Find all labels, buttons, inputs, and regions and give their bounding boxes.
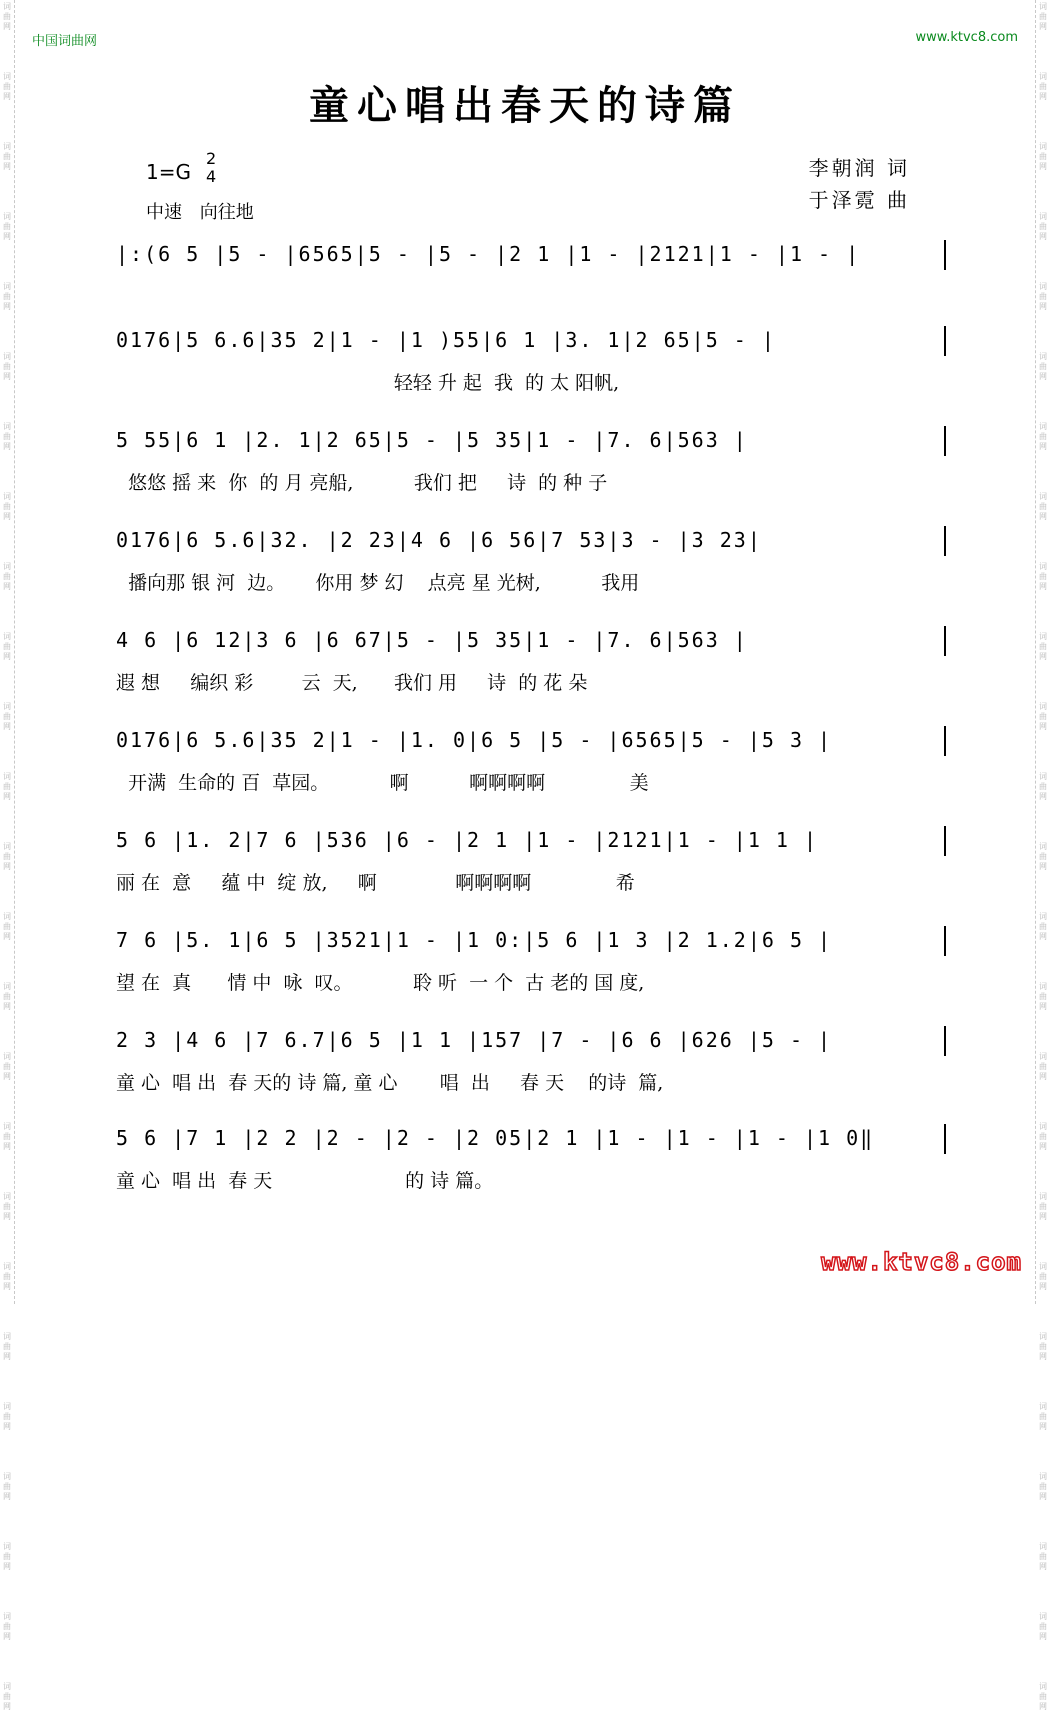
watermark: 词 曲 网 <box>1039 1682 1047 1711</box>
watermark: 词 曲 网 <box>1039 212 1047 241</box>
watermark: 词 曲 网 <box>1039 1262 1047 1291</box>
watermark: 词 曲 网 <box>1039 352 1047 381</box>
watermark: 词 曲 网 <box>3 1332 11 1361</box>
lyrics-line: 开满 生命的 百 草园。 啊 啊啊啊啊 美 <box>116 772 649 794</box>
watermark: 词 曲 网 <box>3 282 11 311</box>
watermark: 词 曲 网 <box>1039 1472 1047 1501</box>
notation-line: 0176|5 6.6|35 2|1 - |1 )55|6 1 |3. 1|2 65|5 - | <box>116 320 946 360</box>
watermark: 词 曲 网 <box>1039 1192 1047 1221</box>
site-url[interactable]: www.ktvc8.com <box>915 30 1018 45</box>
watermark: 词 曲 网 <box>3 1052 11 1081</box>
staff-system-4 <box>116 520 946 594</box>
notation-line: 0176|6 5.6|32. |2 23|4 6 |6 56|7 53|3 - |3 23| <box>116 520 946 560</box>
notation-line: 4 6 |6 12|3 6 |6 67|5 - |5 35|1 - |7. 6|563 | <box>116 620 946 660</box>
watermark: 词 曲 网 <box>1039 562 1047 591</box>
watermark: 词 曲 网 <box>3 982 11 1011</box>
watermark: 词 曲 网 <box>3 212 11 241</box>
staff-system-3 <box>116 420 946 494</box>
lyrics-line: 遐 想 编织 彩 云 天, 我们 用 诗 的 花 朵 <box>116 672 588 694</box>
lyrics-line: 童 心 唱 出 春 天 的 诗 篇。 <box>116 1170 494 1192</box>
watermark: 词 曲 网 <box>3 422 11 451</box>
watermark: 词 曲 网 <box>3 842 11 871</box>
site-logo[interactable]: www.ktvc8.com <box>821 1248 1022 1276</box>
watermark: 词 曲 网 <box>3 1612 11 1641</box>
watermark: 词 曲 网 <box>3 702 11 731</box>
time-signature-top: 2 <box>206 149 217 168</box>
staff-system-7 <box>116 820 946 894</box>
watermark: 词 曲 网 <box>1039 422 1047 451</box>
watermark: 词 曲 网 <box>3 142 11 171</box>
time-signature <box>206 150 216 186</box>
right-watermark-strip <box>1035 0 1050 1711</box>
notation-line: 5 55|6 1 |2. 1|2 65|5 - |5 35|1 - |7. 6|563 | <box>116 420 946 460</box>
notation-line: 0176|6 5.6|35 2|1 - |1. 0|6 5 |5 - |6565|5 - |5 3 | <box>116 720 946 760</box>
watermark: 词 曲 网 <box>1039 912 1047 941</box>
watermark: 词 曲 网 <box>3 1262 11 1291</box>
lyrics-line: 童 心 唱 出 春 天的 诗 篇, 童 心 唱 出 春 天 的诗 篇, <box>116 1072 664 1094</box>
watermark: 词 曲 网 <box>3 72 11 101</box>
left-watermark-strip <box>0 0 15 1711</box>
watermark: 词 曲 网 <box>1039 842 1047 871</box>
staff-system-8 <box>116 920 946 994</box>
watermark: 词 曲 网 <box>3 492 11 521</box>
watermark: 词 曲 网 <box>3 1192 11 1221</box>
watermark: 词 曲 网 <box>1039 702 1047 731</box>
watermark: 词 曲 网 <box>1039 1122 1047 1151</box>
tempo-marking: 中速 向往地 <box>146 202 254 223</box>
watermark: 词 曲 网 <box>3 2 11 31</box>
watermark: 词 曲 网 <box>1039 282 1047 311</box>
watermark: 词 曲 网 <box>1039 1612 1047 1641</box>
watermark: 词 曲 网 <box>1039 632 1047 661</box>
watermark: 词 曲 网 <box>1039 772 1047 801</box>
watermark: 词 曲 网 <box>1039 492 1047 521</box>
watermark: 词 曲 网 <box>3 1682 11 1711</box>
site-name[interactable]: 中国词曲网 <box>32 34 98 49</box>
watermark: 词 曲 网 <box>3 562 11 591</box>
watermark: 词 曲 网 <box>1039 1052 1047 1081</box>
watermark: 词 曲 网 <box>1039 1402 1047 1431</box>
watermark: 词 曲 网 <box>1039 1332 1047 1361</box>
watermark: 词 曲 网 <box>3 772 11 801</box>
song-title: 童心唱出春天的诗篇 <box>309 82 741 129</box>
notation-line: 5 6 |7 1 |2 2 |2 - |2 - |2 05|2 1 |1 - |1 - |1 - |1 0‖ <box>116 1118 946 1158</box>
watermark: 词 曲 网 <box>1039 1542 1047 1571</box>
notation-line: 2 3 |4 6 |7 6.7|6 5 |1 1 |157 |7 - |6 6 |626 |5 - | <box>116 1020 946 1060</box>
watermark: 词 曲 网 <box>1039 72 1047 101</box>
watermark: 词 曲 网 <box>3 632 11 661</box>
lyrics-line: 悠悠 摇 来 你 的 月 亮船, 我们 把 诗 的 种 子 <box>116 472 608 494</box>
lyrics-line: 轻轻 升 起 我 的 太 阳帆, <box>116 372 620 394</box>
watermark: 词 曲 网 <box>3 912 11 941</box>
watermark: 词 曲 网 <box>1039 2 1047 31</box>
watermark: 词 曲 网 <box>1039 142 1047 171</box>
lyrics-line: 丽 在 意 蕴 中 绽 放, 啊 啊啊啊啊 希 <box>116 872 635 894</box>
staff-system-2 <box>116 320 946 394</box>
lyrics-line: 播向那 银 河 边。 你用 梦 幻 点亮 星 光树, 我用 <box>116 572 640 594</box>
lyricist-credit: 李朝润 词 <box>808 156 910 180</box>
key-signature: 1=G <box>146 160 191 184</box>
watermark: 词 曲 网 <box>1039 982 1047 1011</box>
watermark: 词 曲 网 <box>3 1472 11 1501</box>
time-signature-bottom: 4 <box>206 167 217 186</box>
staff-system-5 <box>116 620 946 694</box>
notation-line: 7 6 |5. 1|6 5 |3521|1 - |1 0:|5 6 |1 3 |2 1.2|6 5 | <box>116 920 946 960</box>
staff-system-1 <box>116 234 946 274</box>
staff-system-6 <box>116 720 946 794</box>
watermark: 词 曲 网 <box>3 352 11 381</box>
watermark: 词 曲 网 <box>3 1402 11 1431</box>
watermark: 词 曲 网 <box>3 1542 11 1571</box>
watermark: 词 曲 网 <box>3 1122 11 1151</box>
lyrics-line: 望 在 真 情 中 咏 叹。 聆 听 一 个 古 老的 国 度, <box>116 972 645 994</box>
notation-line: 5 6 |1. 2|7 6 |536 |6 - |2 1 |1 - |2121|1 - |1 1 | <box>116 820 946 860</box>
notation-line: |:(6 5 |5 - |6565|5 - |5 - |2 1 |1 - |2121|1 - |1 - | <box>116 234 946 274</box>
staff-system-9 <box>116 1020 946 1094</box>
staff-system-10 <box>116 1118 946 1192</box>
composer-credit: 于泽霓 曲 <box>808 188 910 212</box>
